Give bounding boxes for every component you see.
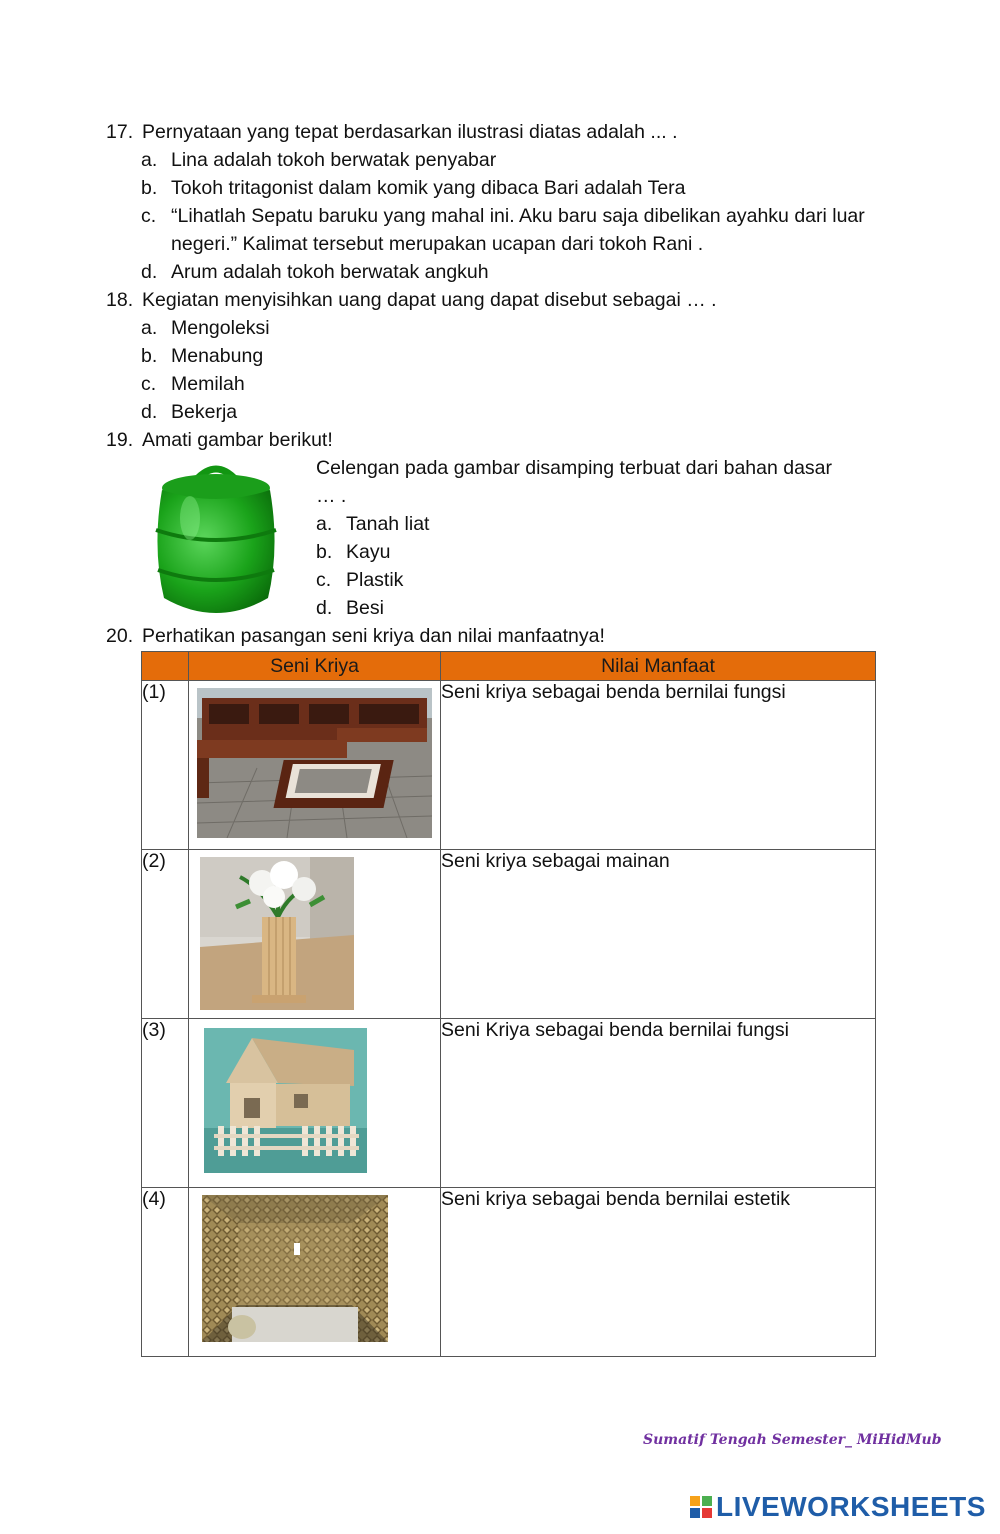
option-letter: a. bbox=[316, 513, 333, 535]
table-row bbox=[142, 1019, 876, 1188]
question-number: 17. bbox=[106, 121, 134, 143]
option-text: “Lihatlah Sepatu baruku yang mahal ini. Aku baru saja dibelikan ayahku dari luar negeri.” Kalimat tersebut merupakan ucapan dari tokoh Rani . bbox=[171, 205, 865, 255]
question-text: Perhatikan pasangan seni kriya dan nilai manfaatnya! bbox=[142, 625, 605, 647]
table-row bbox=[142, 681, 876, 850]
option-letter: c. bbox=[141, 373, 157, 395]
row-description: Seni kriya sebagai benda bernilai estetik bbox=[441, 1188, 876, 1357]
question-text: Kegiatan menyisihkan uang dapat uang dapat disebut sebagai … . bbox=[142, 289, 717, 311]
option-17c[interactable] bbox=[141, 202, 886, 258]
row-number: (2) bbox=[142, 850, 189, 1019]
option-17d[interactable] bbox=[141, 258, 489, 286]
row-description: Seni kriya sebagai benda bernilai fungsi bbox=[441, 681, 876, 850]
option-text: Lina adalah tokoh berwatak penyabar bbox=[171, 149, 497, 171]
option-text: Arum adalah tokoh berwatak angkuh bbox=[171, 261, 489, 283]
option-letter: b. bbox=[316, 541, 333, 563]
option-letter: d. bbox=[316, 597, 333, 619]
liveworksheets-logo[interactable] bbox=[690, 1491, 986, 1523]
brand-text: LIVEWORKSHEETS bbox=[716, 1491, 986, 1522]
question-20 bbox=[106, 622, 605, 650]
wooden-sofa-set-image bbox=[197, 688, 432, 838]
seni-kriya-table bbox=[141, 651, 876, 1357]
option-18b[interactable] bbox=[141, 342, 263, 370]
option-19c[interactable] bbox=[316, 566, 403, 594]
question-19 bbox=[106, 426, 333, 454]
option-18a[interactable] bbox=[141, 314, 270, 342]
popsicle-stick-vase-image bbox=[200, 857, 354, 1010]
image-cell bbox=[189, 1188, 441, 1357]
option-text: Mengoleksi bbox=[171, 317, 270, 339]
image-cell bbox=[189, 850, 441, 1019]
option-letter: c. bbox=[316, 569, 332, 591]
prompt-line: … . bbox=[316, 485, 347, 507]
question-number: 20. bbox=[106, 625, 134, 647]
option-text: Plastik bbox=[346, 569, 404, 591]
table-row bbox=[142, 1188, 876, 1357]
row-description: Seni kriya sebagai mainan bbox=[441, 850, 876, 1019]
option-text: Memilah bbox=[171, 373, 245, 395]
option-text: Menabung bbox=[171, 345, 264, 367]
prompt-line: Celengan pada gambar disamping terbuat dari bahan dasar bbox=[316, 457, 833, 479]
footer-signature: Sumatif Tengah Semester_ MiHidMub bbox=[643, 1432, 942, 1448]
option-text: Besi bbox=[346, 597, 384, 619]
image-cell bbox=[189, 681, 441, 850]
option-letter: d. bbox=[141, 261, 158, 283]
question-number: 18. bbox=[106, 289, 134, 311]
header-seni-kriya: Seni Kriya bbox=[189, 652, 441, 681]
option-19d[interactable] bbox=[316, 594, 384, 622]
woven-bamboo-ceiling-image bbox=[202, 1195, 388, 1342]
image-cell bbox=[189, 1019, 441, 1188]
popsicle-stick-house-image bbox=[204, 1028, 367, 1173]
row-description: Seni Kriya sebagai benda bernilai fungsi bbox=[441, 1019, 876, 1188]
option-letter: d. bbox=[141, 401, 158, 423]
option-text: Tanah liat bbox=[346, 513, 430, 535]
option-letter: b. bbox=[141, 177, 158, 199]
option-19a[interactable] bbox=[316, 510, 429, 538]
option-19b[interactable] bbox=[316, 538, 390, 566]
question-17 bbox=[106, 118, 678, 146]
option-17b[interactable] bbox=[141, 174, 686, 202]
question-18 bbox=[106, 286, 717, 314]
row-number: (3) bbox=[142, 1019, 189, 1188]
green-piggy-bank-image bbox=[146, 458, 286, 622]
row-number: (1) bbox=[142, 681, 189, 850]
header-nilai-manfaat: Nilai Manfaat bbox=[441, 652, 876, 681]
table-row bbox=[142, 850, 876, 1019]
option-letter: c. bbox=[141, 205, 157, 227]
option-18c[interactable] bbox=[141, 370, 245, 398]
option-text: Kayu bbox=[346, 541, 391, 563]
liveworksheets-icon bbox=[690, 1496, 712, 1518]
header-number bbox=[142, 652, 189, 681]
question-text: Amati gambar berikut! bbox=[142, 429, 333, 451]
option-text: Tokoh tritagonist dalam komik yang dibaca Bari adalah Tera bbox=[171, 177, 686, 199]
q19-prompt-cont bbox=[316, 482, 346, 510]
question-text: Pernyataan yang tepat berdasarkan ilustrasi diatas adalah ... . bbox=[142, 121, 678, 143]
table-header-row bbox=[142, 652, 876, 681]
option-letter: b. bbox=[141, 345, 158, 367]
question-number: 19. bbox=[106, 429, 134, 451]
option-letter: a. bbox=[141, 149, 158, 171]
option-17a[interactable] bbox=[141, 146, 496, 174]
option-text: Bekerja bbox=[171, 401, 238, 423]
option-18d[interactable] bbox=[141, 398, 237, 426]
row-number: (4) bbox=[142, 1188, 189, 1357]
q19-prompt bbox=[316, 454, 832, 482]
option-letter: a. bbox=[141, 317, 158, 339]
